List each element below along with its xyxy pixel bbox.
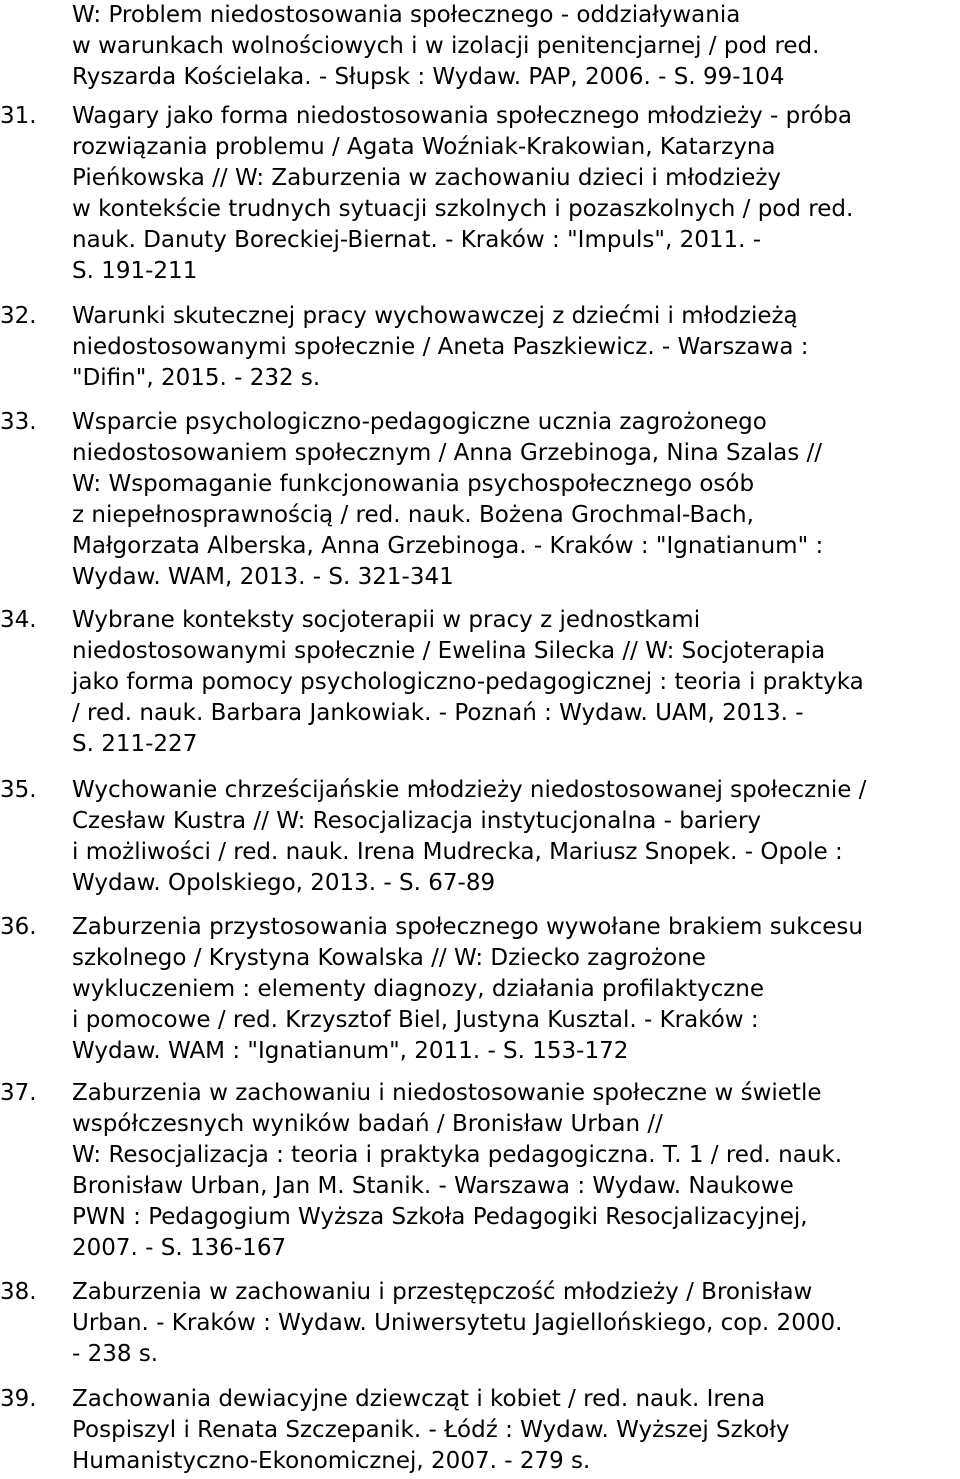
entry-line: 2007. - S. 136-167 [72, 1235, 287, 1261]
entry-number: 34. [0, 607, 37, 633]
entry-line: Zaburzenia w zachowaniu i przestępczość młodzieży / Bronisław [72, 1279, 813, 1305]
entry-line: Warunki skutecznej pracy wychowawczej z dziećmi i młodzieżą [72, 303, 798, 329]
entry-number: 37. [0, 1080, 37, 1106]
entry-line: PWN : Pedagogium Wyższa Szkoła Pedagogiki Resocjalizacyjnej, [72, 1204, 808, 1230]
entry-line: / red. nauk. Barbara Jankowiak. - Poznań : Wydaw. UAM, 2013. - [72, 700, 804, 726]
entry-line: jako forma pomocy psychologiczno-pedagogicznej : teoria i praktyka [72, 669, 864, 695]
entry-line: niedostosowanymi społecznie / Aneta Paszkiewicz. - Warszawa : [72, 334, 809, 360]
entry-line: wykluczeniem : elementy diagnozy, działania profilaktyczne [72, 976, 765, 1002]
entry-line: Bronisław Urban, Jan M. Stanik. - Warszawa : Wydaw. Naukowe [72, 1173, 794, 1199]
entry-line: nauk. Danuty Boreckiej-Biernat. - Kraków : "Impuls", 2011. - [72, 227, 762, 253]
entry-text [72, 1277, 957, 1370]
entry-number: 31. [0, 103, 37, 129]
entry-text [72, 605, 957, 760]
entry-line: Czesław Kustra // W: Resocjalizacja instytucjonalna - bariery [72, 808, 762, 834]
entry-number: 38. [0, 1279, 37, 1305]
entry-line: "Difin", 2015. - 232 s. [72, 365, 321, 391]
entry-text [72, 1078, 957, 1264]
entry-line: współczesnych wyników badań / Bronisław Urban // [72, 1111, 663, 1137]
entry-line: - 238 s. [72, 1341, 159, 1367]
entry-line: w warunkach wolnościowych i w izolacji penitencjarnej / pod red. [72, 33, 820, 59]
entry-line: W: Problem niedostosowania społecznego - oddziaływania [72, 2, 741, 28]
entry-line: Urban. - Kraków : Wydaw. Uniwersytetu Jagiellońskiego, cop. 2000. [72, 1310, 843, 1336]
entry-number: 33. [0, 409, 37, 435]
entry-line: Ryszarda Kościelaka. - Słupsk : Wydaw. PAP, 2006. - S. 99-104 [72, 64, 785, 90]
entry-line: Pospiszyl i Renata Szczepanik. - Łódź : Wydaw. Wyższej Szkoły [72, 1417, 790, 1443]
entry-number: 36. [0, 914, 37, 940]
entry-line: Humanistyczno-Ekonomicznej, 2007. - 279 s. [72, 1448, 591, 1474]
entry-line: i pomocowe / red. Krzysztof Biel, Justyna Kusztal. - Kraków : [72, 1007, 759, 1033]
entry-line: rozwiązania problemu / Agata Woźniak-Krakowian, Katarzyna [72, 134, 776, 160]
entry-number: 39. [0, 1386, 37, 1412]
entry-text [72, 407, 957, 593]
entry-line: Małgorzata Alberska, Anna Grzebinoga. - Kraków : "Ignatianum" : [72, 533, 824, 559]
entry-line: Zaburzenia przystosowania społecznego wywołane brakiem sukcesu [72, 914, 863, 940]
entry-line: Pieńkowska // W: Zaburzenia w zachowaniu dzieci i młodzieży [72, 165, 782, 191]
entry-line: S. 191-211 [72, 258, 198, 284]
entry-line: Wybrane konteksty socjoterapii w pracy z jednostkami [72, 607, 701, 633]
entry-text [72, 301, 957, 394]
entry-line: Wydaw. WAM : "Ignatianum", 2011. - S. 153-172 [72, 1038, 629, 1064]
entry-text [72, 912, 957, 1067]
entry-line: W: Resocjalizacja : teoria i praktyka pedagogiczna. T. 1 / red. nauk. [72, 1142, 843, 1168]
entry-line: niedostosowanymi społecznie / Ewelina Silecka // W: Socjoterapia [72, 638, 826, 664]
entry-line: szkolnego / Krystyna Kowalska // W: Dziecko zagrożone [72, 945, 706, 971]
entry-text [72, 101, 957, 287]
entry-line: W: Wspomaganie funkcjonowania psychospołecznego osób [72, 471, 755, 497]
entry-number: 32. [0, 303, 37, 329]
entry-line: z niepełnosprawnością / red. nauk. Bożena Grochmal-Bach, [72, 502, 754, 528]
entry-line: Zachowania dewiacyjne dziewcząt i kobiet / red. nauk. Irena [72, 1386, 766, 1412]
entry-line: Wagary jako forma niedostosowania społecznego młodzieży - próba [72, 103, 852, 129]
entry-line: Wsparcie psychologiczno-pedagogiczne ucznia zagrożonego [72, 409, 767, 435]
entry-text [72, 775, 957, 899]
entry-line: Zaburzenia w zachowaniu i niedostosowanie społeczne w świetle [72, 1080, 822, 1106]
entry-line: i możliwości / red. nauk. Irena Mudrecka, Mariusz Snopek. - Opole : [72, 839, 843, 865]
entry-line: w kontekście trudnych sytuacji szkolnych i pozaszkolnych / pod red. [72, 196, 854, 222]
entry-number: 35. [0, 777, 37, 803]
entry-text [72, 1384, 957, 1477]
entry-line: Wychowanie chrześcijańskie młodzieży niedostosowanej społecznie / [72, 777, 867, 803]
entry-line: Wydaw. WAM, 2013. - S. 321-341 [72, 564, 454, 590]
entry-text [72, 0, 957, 93]
entry-line: Wydaw. Opolskiego, 2013. - S. 67-89 [72, 870, 496, 896]
entry-line: S. 211-227 [72, 731, 198, 757]
entry-line: niedostosowaniem społecznym / Anna Grzebinoga, Nina Szalas // [72, 440, 823, 466]
